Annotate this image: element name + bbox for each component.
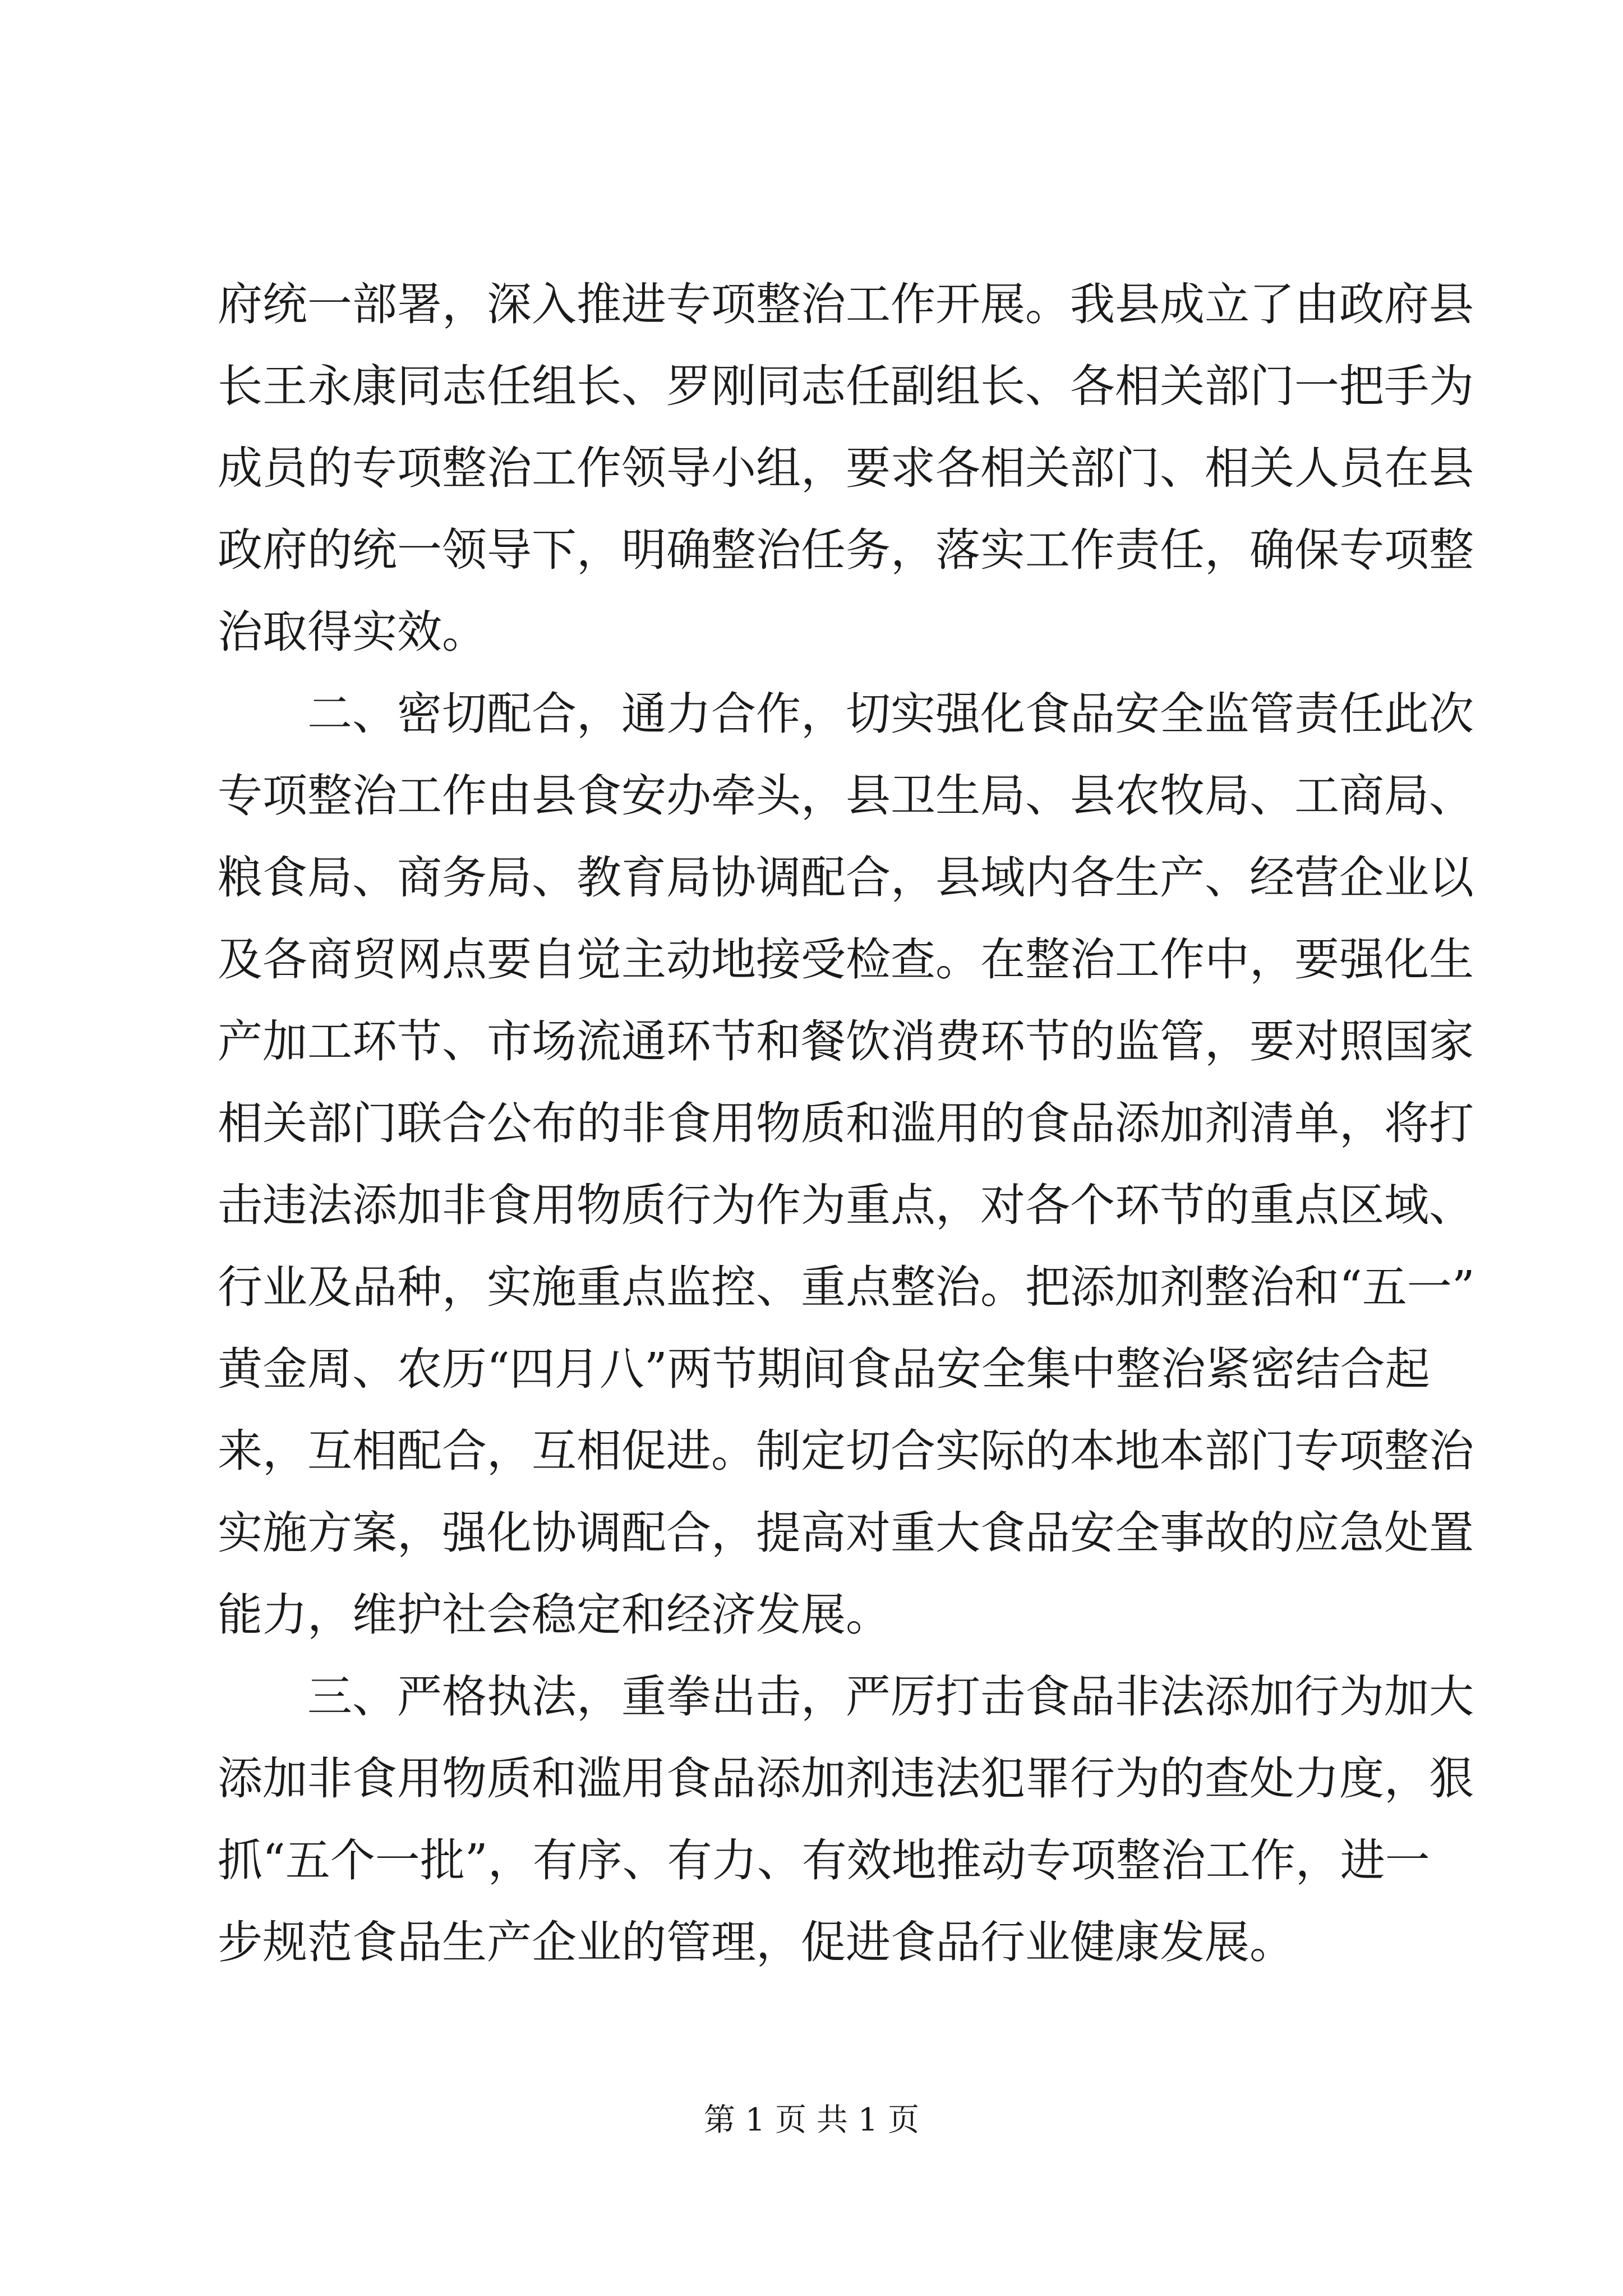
text-line: 府统一部署，深入推进专项整治工作开展。我县成立了由政府县 [218, 278, 1474, 330]
text-line: 粮食局、商务局、教育局协调配合，县域内各生产、经营企业以 [218, 852, 1474, 904]
text-line: 黄金周、农历“四月八”两节期间食品安全集中整治紧密结合起 [218, 1343, 1430, 1395]
text-line: 产加工环节、市场流通环节和餐饮消费环节的监管，要对照国家 [218, 1015, 1474, 1068]
section-heading-line: 二、密切配合，通力合作，切实强化食品安全监管责任此次 [307, 688, 1474, 740]
text-line: 相关部门联合公布的非食用物质和滥用的食品添加剂清单，将打 [218, 1097, 1474, 1149]
page-footer: 第 1 页 共 1 页 [703, 2102, 920, 2138]
text-line: 成员的专项整治工作领导小组，要求各相关部门、相关人员在县 [218, 442, 1474, 494]
text-line: 能力，维护社会稳定和经济发展。 [218, 1589, 891, 1641]
text-line: 及各商贸网点要自觉主动地接受检查。在整治工作中，要强化生 [218, 933, 1474, 986]
section-heading-line: 三、严格执法，重拳出击，严厉打击食品非法添加行为加大 [307, 1671, 1474, 1723]
text-line: 实施方案，强化协调配合，提高对重大食品安全事故的应急处置 [218, 1507, 1474, 1559]
document-body [218, 264, 1475, 1984]
text-line: 抓“五个一批”，有序、有力、有效地推动专项整治工作，进一 [218, 1834, 1430, 1887]
text-line: 长王永康同志任组长、罗刚同志任副组长、各相关部门一把手为 [218, 360, 1474, 412]
text-line: 政府的统一领导下，明确整治任务，落实工作责任，确保专项整 [218, 524, 1474, 576]
text-line: 来，互相配合，互相促进。制定切合实际的本地本部门专项整治 [218, 1425, 1474, 1477]
text-line: 行业及品种，实施重点监控、重点整治。把添加剂整治和“五一” [218, 1261, 1475, 1313]
text-line: 治取得实效。 [218, 606, 487, 658]
text-line: 专项整治工作由县食安办牵头，县卫生局、县农牧局、工商局、 [218, 770, 1474, 822]
text-line: 步规范食品生产企业的管理，促进食品行业健康发展。 [218, 1916, 1294, 1968]
text-line: 击违法添加非食用物质行为作为重点，对各个环节的重点区域、 [218, 1179, 1474, 1231]
text-line: 添加非食用物质和滥用食品添加剂违法犯罪行为的查处力度，狠 [218, 1752, 1474, 1805]
